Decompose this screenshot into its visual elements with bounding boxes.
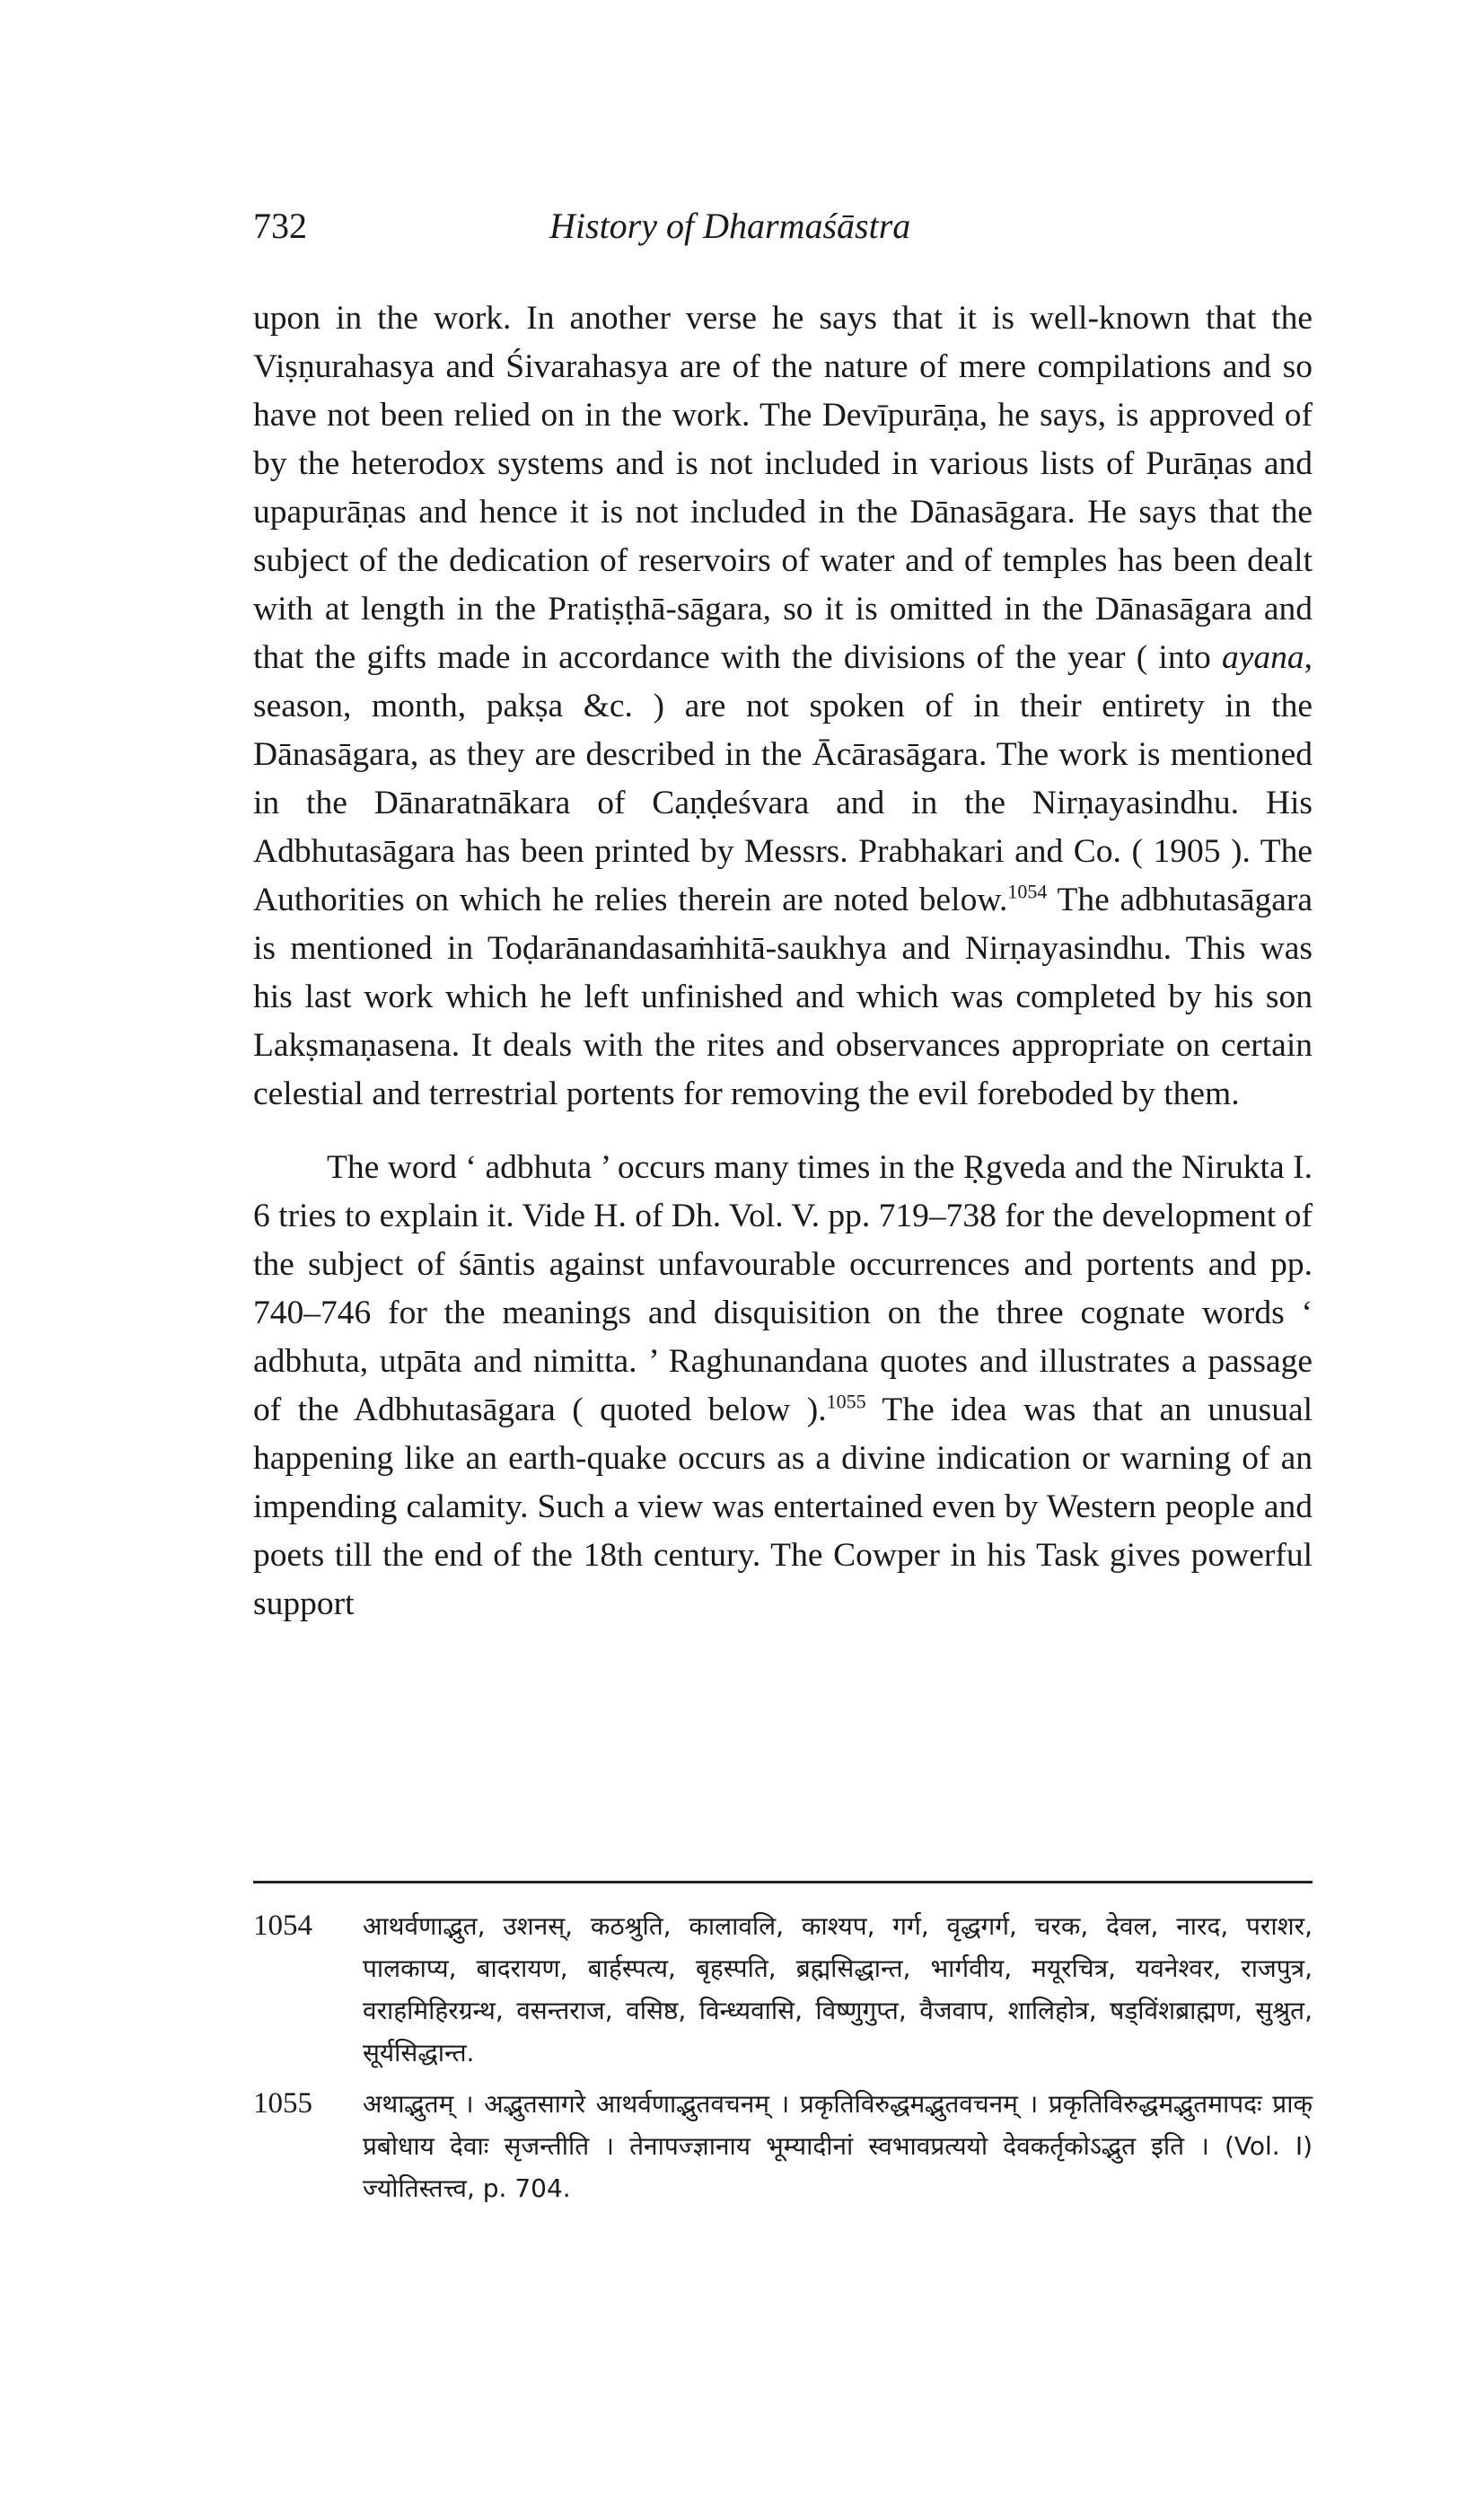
footnote-reference-1054[interactable]: 1054 bbox=[1007, 880, 1048, 903]
page-number: 732 bbox=[253, 206, 307, 246]
footnote-divider bbox=[253, 1881, 1313, 1883]
footnote-1055 bbox=[253, 2083, 1313, 2209]
paragraph-2 bbox=[253, 1144, 1313, 1628]
footnote-text: अथाद्भुतम् । अद्भुतसागरे आथर्वणाद्भुतवचनम् । प्रकृतिविरुद्धमद्भुतवचनम् । प्रकृतिविरुद्धमद्भुतमापदः प्राक् प्रबोधाय देवाः सृजन्तीति । तेनापज्ज्ञानाय भूम्यादीनां स्वभावप्रत्ययो देवकर्तृकोऽद्भुत इति । (Vol. I) ज्योतिस्तत्त्व, p. 704. bbox=[363, 2089, 1313, 2203]
footnote-number: 1054 bbox=[253, 1909, 312, 1942]
paragraph-2-text-b: The idea was that an unusual happening like an earth-quake occurs as a divine indication or warning of an impending calamity. Such a view was entertained even by Western people and poets till the end of the 18th century. The Cowper in his Task gives powerful support bbox=[253, 1391, 1313, 1622]
paragraph-1 bbox=[253, 294, 1313, 1119]
running-title: History of Dharmaśāstra bbox=[549, 206, 911, 246]
main-text bbox=[253, 294, 1313, 1628]
footnote-reference-1055[interactable]: 1055 bbox=[826, 1390, 866, 1413]
italic-term: ayana bbox=[1221, 639, 1304, 676]
paragraph-1-text-c: The adbhutasāgara is mentioned in Toḍarānandasaṁhitā-saukhya and Nirṇayasindhu. This was his last work which he left unfinished and which was completed by his son Lakṣmaṇasena. It deals with the rites and observances appropriate on certain celestial and terrestrial portents for removing the evil foreboded by them. bbox=[253, 882, 1313, 1112]
paragraph-2-text-a: The word ‘ adbhuta ’ occurs many times in the Ṛgveda and the Nirukta I. 6 tries to explain it. Vide H. of Dh. Vol. V. pp. 719–738 for the development of the subject of śāntis against unfavourable occurrences and portents and pp. 740–746 for the meanings and disquisition on the three cognate words ‘ adbhuta, utpāta and nimitta. ’ Raghunandana quotes and illustrates a passage of the Adbhutasāgara ( quoted below ). bbox=[253, 1149, 1313, 1428]
footnote-number: 1055 bbox=[253, 2087, 312, 2120]
footnote-text: आथर्वणाद्भुत, उशनस्, कठश्रुति, कालावलि, काश्यप, गर्ग, वृद्धगर्ग, चरक, देवल, नारद, पराशर, पालकाप्य, बादरायण, बार्हस्पत्य, बृहस्पति, ब्रह्मसिद्धान्त, भार्गवीय, मयूरचित्र, यवनेश्वर, राजपुत्र, वराहमिहिरग्रन्थ, वसन्तराज, वसिष्ठ, विन्ध्यवासि, विष्णुगुप्त, वैजवाप, शालिहोत्र, षड्विंशब्राह्मण, सुश्रुत, सूर्यसिद्धान्त. bbox=[363, 1911, 1313, 2067]
footnotes bbox=[253, 1905, 1313, 2218]
page-header bbox=[253, 205, 1313, 259]
paragraph-1-text-a: upon in the work. In another verse he says that it is well-known that the Viṣṇurahasya and Śivarahasya are of the nature of mere compilations and so have not been relied on in the work. The Devīpurāṇa, he says, is approved of by the heterodox systems and is not included in various lists of Purāṇas and upapurāṇas and hence it is not included in the Dānasāgara. He says that the subject of the dedication of reservoirs of water and of temples has been dealt with at length in the Pratiṣṭhā-sāgara, so it is omitted in the Dānasāgara and that the gifts made in accordance with the divisions of the year ( into bbox=[253, 300, 1313, 676]
footnote-1054 bbox=[253, 1905, 1313, 2074]
paragraph-1-text-b: , season, month, pakṣa &c. ) are not spoken of in their entirety in the Dānasāgara, as they are described in the Ācārasāgara. The work is mentioned in the Dānaratnākara of Caṇḍeśvara and in the Nirṇayasindhu. His Adbhutasāgara has been printed by Messrs. Prabhakari and Co. ( 1905 ). The Authorities on which he relies therein are noted below. bbox=[253, 639, 1313, 918]
